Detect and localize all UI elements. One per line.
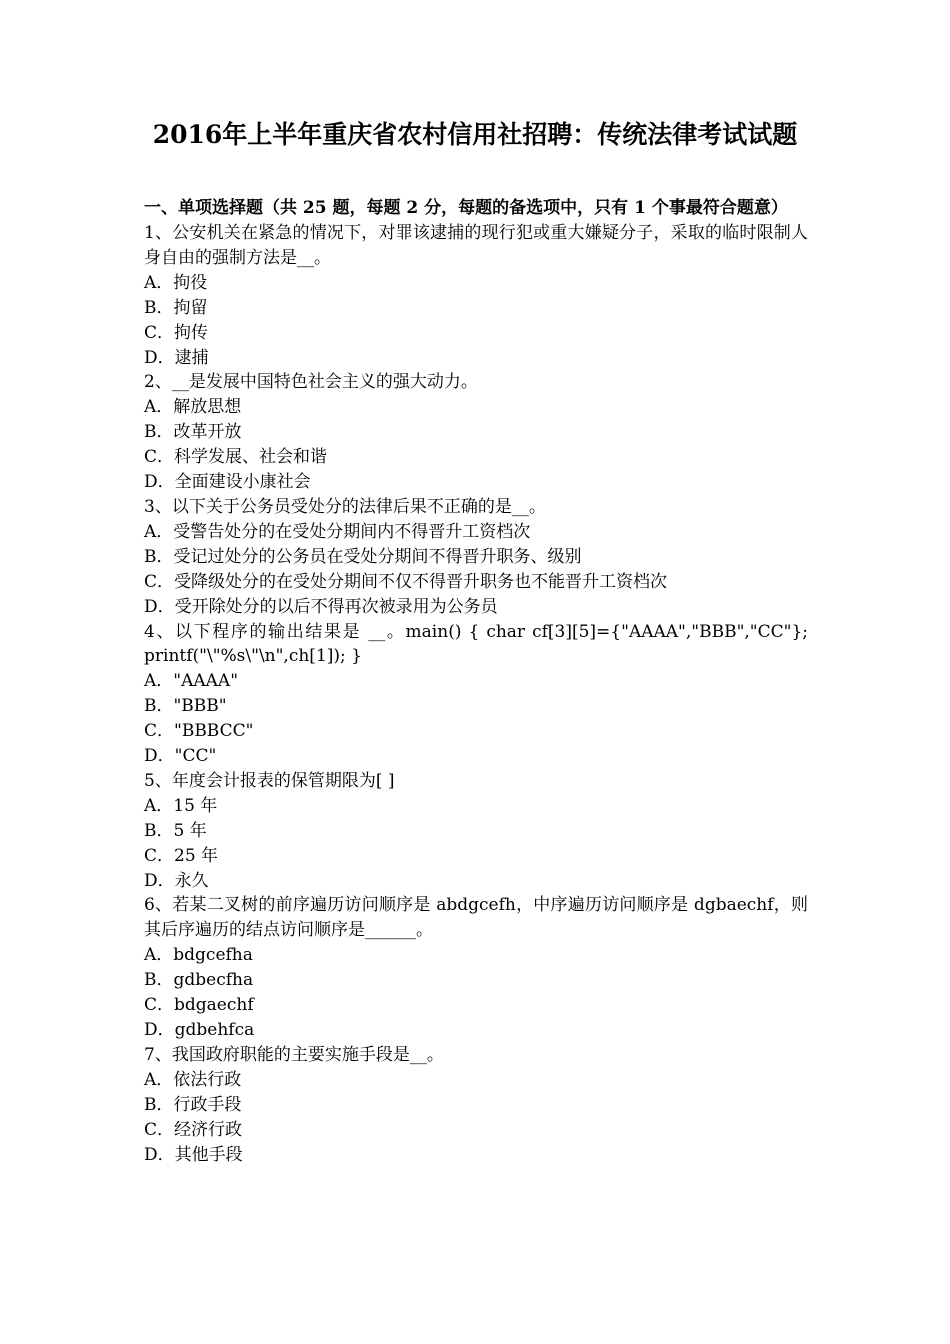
option-c: C．拘传 <box>144 322 209 343</box>
option-a: A．解放思想 <box>144 397 242 418</box>
option-a: A．受警告处分的在受处分期间内不得晋升工资档次 <box>144 521 531 542</box>
option-b: B．拘留 <box>144 297 208 318</box>
option-c: C．25 年 <box>144 845 219 866</box>
question-1 <box>144 221 808 370</box>
question-3 <box>144 495 808 620</box>
question-stem: 1、公安机关在紧急的情况下，对罪该逮捕的现行犯或重大嫌疑分子，采取的临时限制人身自由的强制方法是__。 <box>144 223 808 268</box>
question-4 <box>144 620 808 769</box>
question-7 <box>144 1043 808 1168</box>
question-2 <box>144 370 808 495</box>
option-d: D．"CC" <box>144 746 217 767</box>
option-d: D．其他手段 <box>144 1144 243 1165</box>
option-c: C．bdgaechf <box>144 995 254 1016</box>
question-stem: 3、以下关于公务员受处分的法律后果不正确的是__。 <box>144 496 546 517</box>
question-stem: 4、以下程序的输出结果是 __。main() { char cf[3][5]={"AAAA","BBB","CC"}; printf("\"%s\"\n",ch[1]); } <box>144 621 808 667</box>
option-a: A．15 年 <box>144 795 218 816</box>
option-a: A．依法行政 <box>144 1069 242 1090</box>
question-stem: 2、__是发展中国特色社会主义的强大动力。 <box>144 372 478 393</box>
option-d: D．逮捕 <box>144 347 209 368</box>
option-a: A．拘役 <box>144 272 208 293</box>
section-heading: 一、单项选择题（共 25 题，每题 2 分，每题的备选项中，只有 1 个事最符合题意） <box>144 198 788 218</box>
option-b: B．受记过处分的公务员在受处分期间不得晋升职务、级别 <box>144 546 582 567</box>
option-d: D．受开除处分的以后不得再次被录用为公务员 <box>144 596 498 617</box>
question-stem: 5、年度会计报表的保管期限为[ ] <box>144 770 395 791</box>
option-a: A．bdgcefha <box>144 945 253 966</box>
option-d: D．永久 <box>144 870 209 891</box>
document-body <box>144 196 808 1167</box>
document-title: 2016年上半年重庆省农村信用社招聘：传统法律考试试题 <box>152 120 798 149</box>
option-a: A．"AAAA" <box>144 671 239 692</box>
question-stem: 7、我国政府职能的主要实施手段是__。 <box>144 1044 444 1065</box>
question-stem: 6、若某二叉树的前序遍历访问顺序是 abdgcefh，中序遍历访问顺序是 dgbaechf，则其后序遍历的结点访问顺序是______。 <box>144 895 808 941</box>
option-d: D．gdbehfca <box>144 1020 255 1040</box>
option-c: C．经济行政 <box>144 1119 243 1140</box>
option-b: B．改革开放 <box>144 422 242 443</box>
option-c: C．科学发展、社会和谐 <box>144 447 328 468</box>
question-6 <box>144 893 808 1042</box>
option-b: B．gdbecfha <box>144 970 254 991</box>
option-c: C．受降级处分的在受处分期间不仅不得晋升职务也不能晋升工资档次 <box>144 571 668 592</box>
option-c: C．"BBBCC" <box>144 721 254 742</box>
option-b: B．5 年 <box>144 820 207 841</box>
option-d: D．全面建设小康社会 <box>144 472 311 493</box>
question-5 <box>144 769 808 894</box>
option-b: B．"BBB" <box>144 696 227 717</box>
option-b: B．行政手段 <box>144 1094 242 1115</box>
